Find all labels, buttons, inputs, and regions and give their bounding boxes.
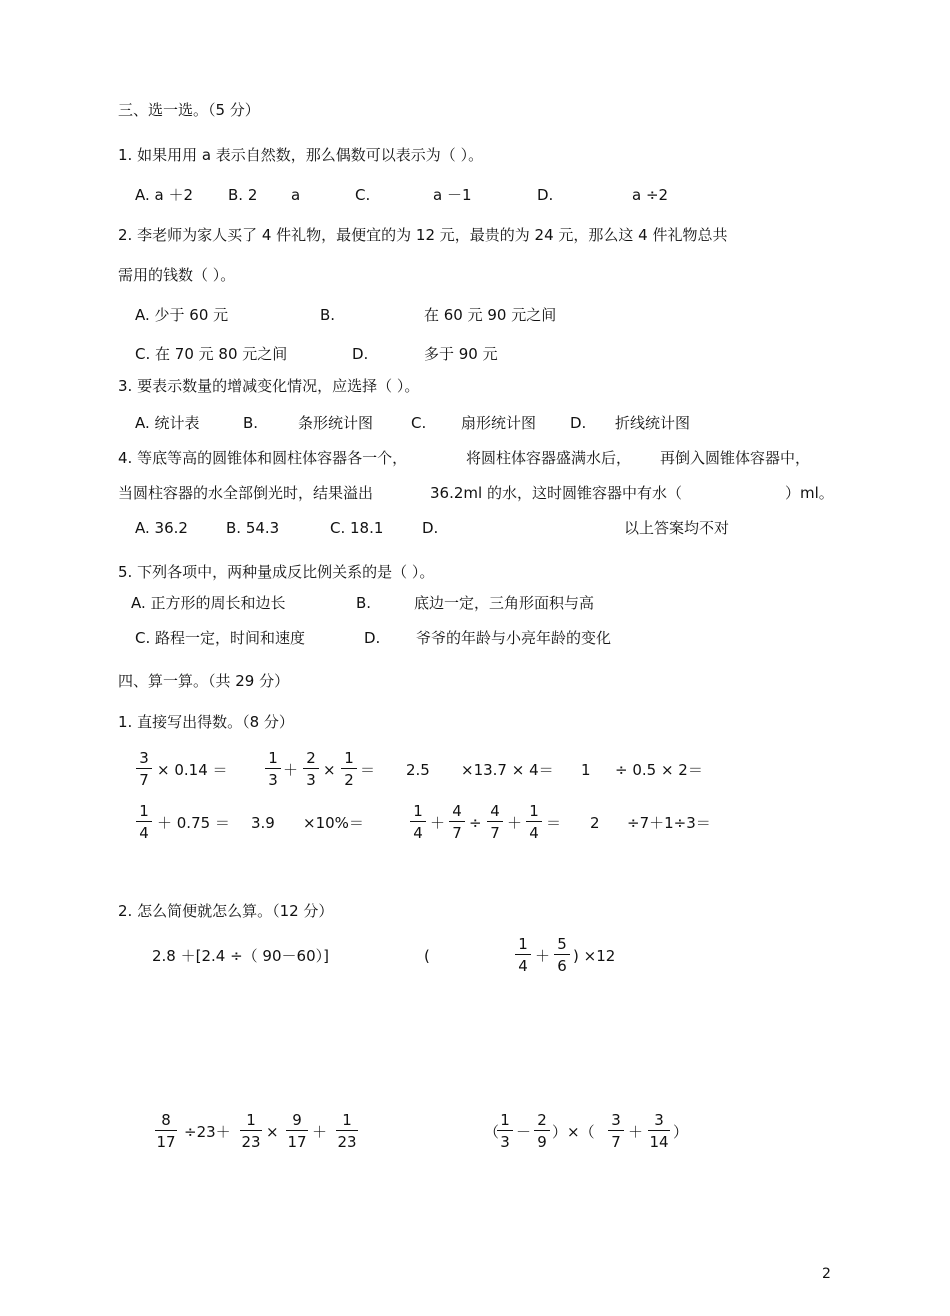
q5-opt-c: C. 路程一定，时间和速度 bbox=[135, 629, 306, 647]
q4-opt-a: A. 36.2 bbox=[135, 519, 188, 537]
q5-opt-b-text: 底边一定，三角形面积与高 bbox=[414, 594, 595, 612]
expr-text: ＋ 0.75 ＝ bbox=[157, 814, 230, 832]
fraction-1-3: 1 3 bbox=[265, 749, 281, 789]
q4-stem-line2a: 当圆柱容器的水全部倒光时，结果溢出 bbox=[118, 484, 374, 502]
paren-right: ） bbox=[673, 1123, 689, 1141]
q2-opt-d: D. bbox=[352, 345, 369, 363]
section3-title: 三、选一选。（5 分） bbox=[118, 101, 260, 119]
op-equals: ＝ bbox=[546, 814, 562, 832]
q1-opt-b: B. 2 bbox=[228, 186, 258, 204]
op-plus: ＋ bbox=[535, 947, 551, 965]
fraction-2-9: 2 9 bbox=[534, 1111, 550, 1151]
expr-text: ) ×12 bbox=[573, 947, 616, 965]
q4-opt-d-text: 以上答案均不对 bbox=[624, 519, 730, 537]
calc-expression-1: 2.8 ＋[2.4 ÷（ 90－60）] bbox=[152, 947, 329, 965]
op-equals: ＝ bbox=[360, 761, 376, 779]
fraction-4-7: 4 7 bbox=[487, 802, 503, 842]
q1-opt-b-text: a bbox=[291, 186, 301, 204]
q2-opt-b-text: 在 60 元 90 元之间 bbox=[424, 306, 557, 324]
fraction-1-4: 1 4 bbox=[136, 802, 152, 842]
paren-left: （ bbox=[484, 1123, 500, 1141]
fraction-3-7: 3 7 bbox=[136, 749, 152, 789]
expr-text: × 0.14 ＝ bbox=[157, 761, 228, 779]
q2-opt-c: C. 在 70 元 80 元之间 bbox=[135, 345, 288, 363]
q3-stem: 3. 要表示数量的增减变化情况，应选择（ ）。 bbox=[118, 377, 420, 395]
fraction-8-17: 8 17 bbox=[156, 1111, 176, 1151]
expr-text: ）×（ bbox=[552, 1123, 595, 1141]
q4-opt-b: B. 54.3 bbox=[226, 519, 280, 537]
q1-opt-a: A. a ＋2 bbox=[135, 186, 194, 204]
fraction-1-4: 1 4 bbox=[526, 802, 542, 842]
op-times: × bbox=[323, 761, 336, 779]
expr-text: ×10%＝ bbox=[303, 814, 364, 832]
q1-opt-c-text: a －1 bbox=[433, 186, 472, 204]
q2-stem-line1: 2. 李老师为家人买了 4 件礼物，最便宜的为 12 元，最贵的为 24 元，那么这 4 件礼物总共 bbox=[118, 226, 728, 244]
q5-stem: 5. 下列各项中，两种量成反比例关系的是（ ）。 bbox=[118, 563, 435, 581]
fraction-1-23: 1 23 bbox=[337, 1111, 357, 1151]
expr-text: ÷ 0.5 × 2＝ bbox=[615, 761, 703, 779]
fraction-3-7: 3 7 bbox=[608, 1111, 624, 1151]
q2-stem-line2: 需用的钱数（ ）。 bbox=[118, 266, 236, 284]
q1-opt-d-text: a ÷2 bbox=[632, 186, 669, 204]
fraction-1-2: 1 2 bbox=[341, 749, 357, 789]
fraction-3-14: 3 14 bbox=[649, 1111, 669, 1151]
q2-opt-a: A. 少于 60 元 bbox=[135, 306, 229, 324]
op-times: × bbox=[266, 1123, 279, 1141]
op-minus: － bbox=[516, 1123, 532, 1141]
op-plus: ＋ bbox=[312, 1123, 328, 1141]
fraction-4-7: 4 7 bbox=[449, 802, 465, 842]
q3-opt-b: B. bbox=[243, 414, 259, 432]
section4-title: 四、算一算。（共 29 分） bbox=[118, 672, 290, 690]
q5-opt-a: A. 正方形的周长和边长 bbox=[131, 594, 286, 612]
q4-opt-d: D. bbox=[422, 519, 439, 537]
q3-opt-d-text: 折线统计图 bbox=[615, 414, 691, 432]
q3-opt-a: A. 统计表 bbox=[135, 414, 200, 432]
q3-opt-c-text: 扇形统计图 bbox=[461, 414, 537, 432]
q1-opt-c: C. bbox=[355, 186, 371, 204]
op-plus: ＋ bbox=[507, 814, 523, 832]
q5-opt-d: D. bbox=[364, 629, 381, 647]
expr-text: ×13.7 × 4＝ bbox=[461, 761, 554, 779]
op-plus: ＋ bbox=[628, 1123, 644, 1141]
expr-text: 2 bbox=[590, 814, 600, 832]
q4-opt-c: C. 18.1 bbox=[330, 519, 384, 537]
q3-opt-b-text: 条形统计图 bbox=[298, 414, 374, 432]
expr-text: 1 bbox=[581, 761, 591, 779]
paren-left: ( bbox=[424, 947, 430, 965]
expr-text: 3.9 bbox=[251, 814, 275, 832]
fraction-2-3: 2 3 bbox=[303, 749, 319, 789]
q4-stem-line2b: 36.2ml 的水，这时圆锥容器中有水（ bbox=[430, 484, 682, 502]
fraction-1-4: 1 4 bbox=[515, 935, 531, 975]
q5-opt-b: B. bbox=[356, 594, 372, 612]
expr-text: ÷7＋1÷3＝ bbox=[627, 814, 711, 832]
q5-opt-d-text: 爷爷的年龄与小亮年龄的变化 bbox=[416, 629, 612, 647]
op-plus: ＋ bbox=[283, 761, 299, 779]
op-divide: ÷ bbox=[469, 814, 482, 832]
q2-opt-b: B. bbox=[320, 306, 336, 324]
calc-q1-title: 1. 直接写出得数。（8 分） bbox=[118, 713, 294, 731]
q1-opt-d: D. bbox=[537, 186, 554, 204]
q4-stem-line1b: 将圆柱体容器盛满水后， bbox=[466, 449, 632, 467]
fraction-1-3: 1 3 bbox=[497, 1111, 513, 1151]
fraction-1-4: 1 4 bbox=[410, 802, 426, 842]
fraction-9-17: 9 17 bbox=[287, 1111, 307, 1151]
q2-opt-d-text: 多于 90 元 bbox=[424, 345, 498, 363]
q3-opt-d: D. bbox=[570, 414, 587, 432]
q4-stem-line2c: ）ml。 bbox=[785, 484, 834, 502]
op-plus: ＋ bbox=[430, 814, 446, 832]
q4-stem-line1c: 再倒入圆锥体容器中， bbox=[660, 449, 811, 467]
page-number: 2 bbox=[822, 1266, 831, 1282]
q4-stem-line1: 4. 等底等高的圆锥体和圆柱体容器各一个， bbox=[118, 449, 408, 467]
fraction-5-6: 5 6 bbox=[554, 935, 570, 975]
q3-opt-c: C. bbox=[411, 414, 427, 432]
q1-stem: 1. 如果用用 a 表示自然数，那么偶数可以表示为（ ）。 bbox=[118, 146, 484, 164]
expr-text: 2.5 bbox=[406, 761, 430, 779]
expr-text: ÷23＋ bbox=[184, 1123, 231, 1141]
fraction-1-23: 1 23 bbox=[241, 1111, 261, 1151]
calc-q2-title: 2. 怎么简便就怎么算。（12 分） bbox=[118, 902, 334, 920]
